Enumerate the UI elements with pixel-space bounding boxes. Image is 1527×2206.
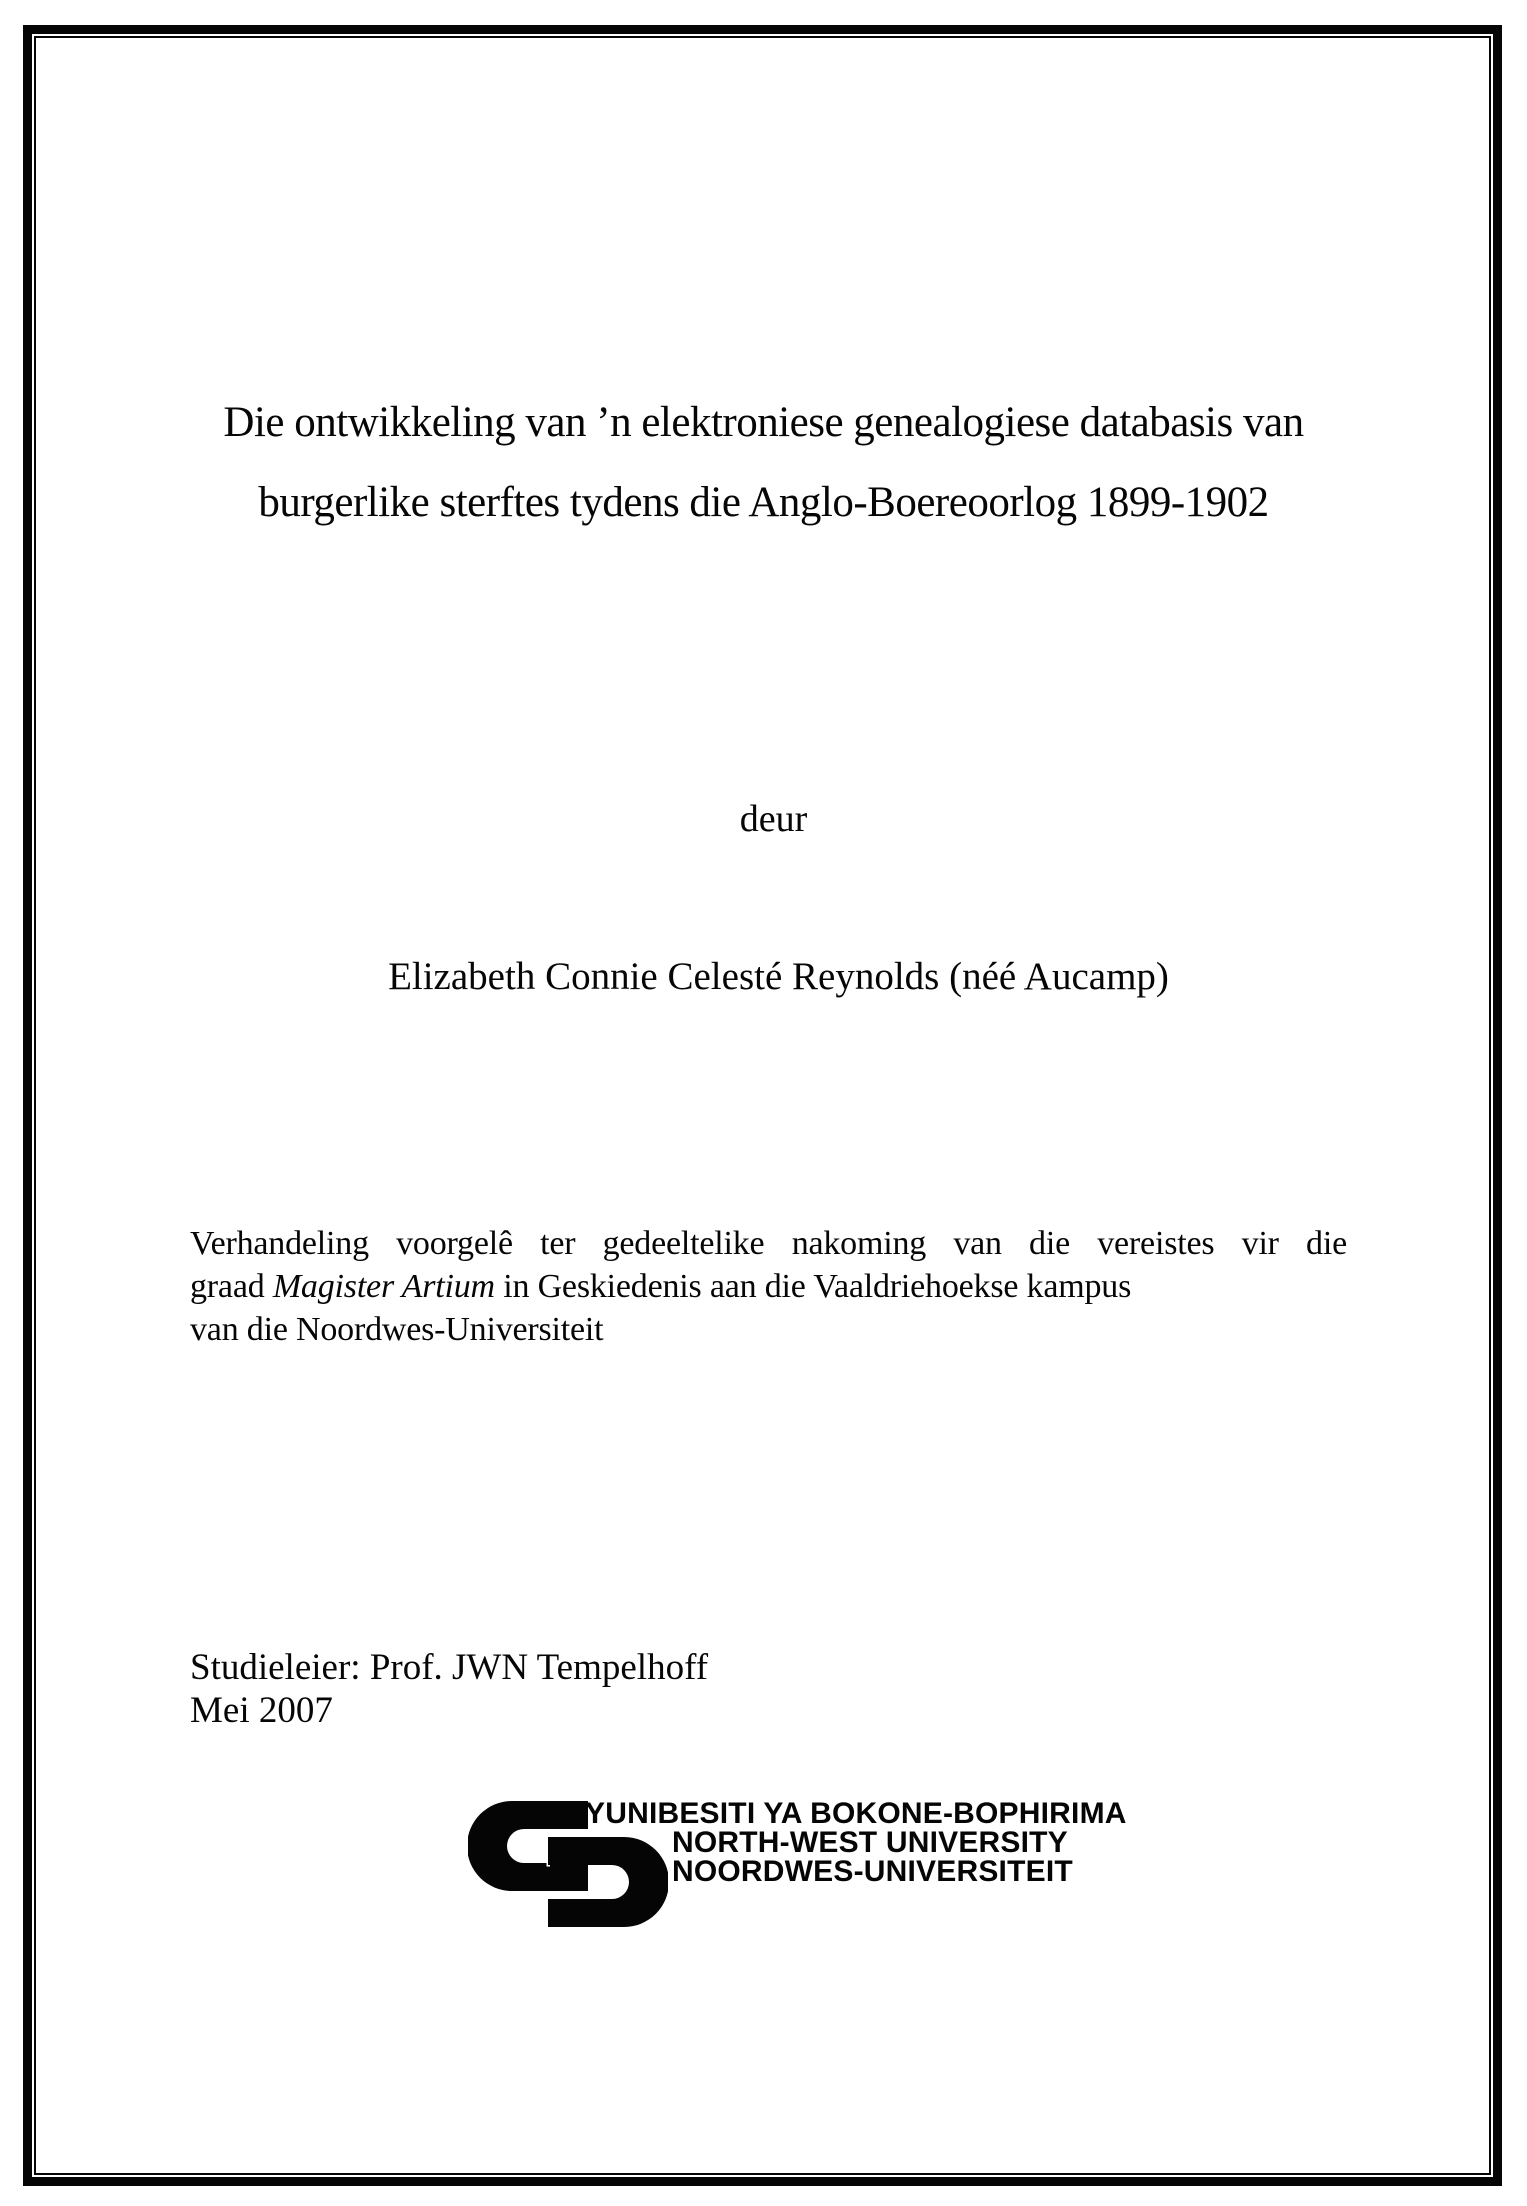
- statement-line-2-pre: graad: [190, 1268, 273, 1305]
- byline: deur: [739, 798, 808, 840]
- author-name: Elizabeth Connie Celesté Reynolds (néé Aucamp): [388, 955, 1169, 998]
- title-line-1: Die ontwikkeling van ’n elektroniese genealogiese databasis van: [223, 399, 1304, 446]
- logo-line-english: NORTH-WEST UNIVERSITY: [672, 1826, 1068, 1859]
- statement-line-1: Verhandeling voorgelê ter gedeeltelike nakoming van die vereistes vir die: [190, 1225, 1347, 1262]
- statement-line-2-post: in Geskiedenis aan die Vaaldriehoekse kampus: [494, 1268, 1132, 1305]
- supervisor-line: Studieleier: Prof. JWN Tempelhoff: [190, 1647, 709, 1688]
- degree-name-italic: Magister Artium: [272, 1268, 495, 1305]
- statement-line-2: [190, 1265, 1347, 1308]
- logo-line-setswana: YUNIBESITI YA BOKONE-BOPHIRIMA: [585, 1797, 1127, 1830]
- title-line-2: burgerlike sterftes tydens die Anglo-Boereoorlog 1899-1902: [258, 479, 1269, 526]
- thesis-title: [60, 383, 1467, 543]
- statement-line-3: van die Noordwes-Universiteit: [190, 1311, 604, 1348]
- supervisor-block: [190, 1646, 708, 1732]
- logo-line-afrikaans: NOORDWES-UNIVERSITEIT: [672, 1855, 1073, 1888]
- degree-statement: [190, 1222, 1347, 1351]
- logo-wordmark: [585, 1799, 1127, 1886]
- date-line: Mei 2007: [190, 1690, 333, 1731]
